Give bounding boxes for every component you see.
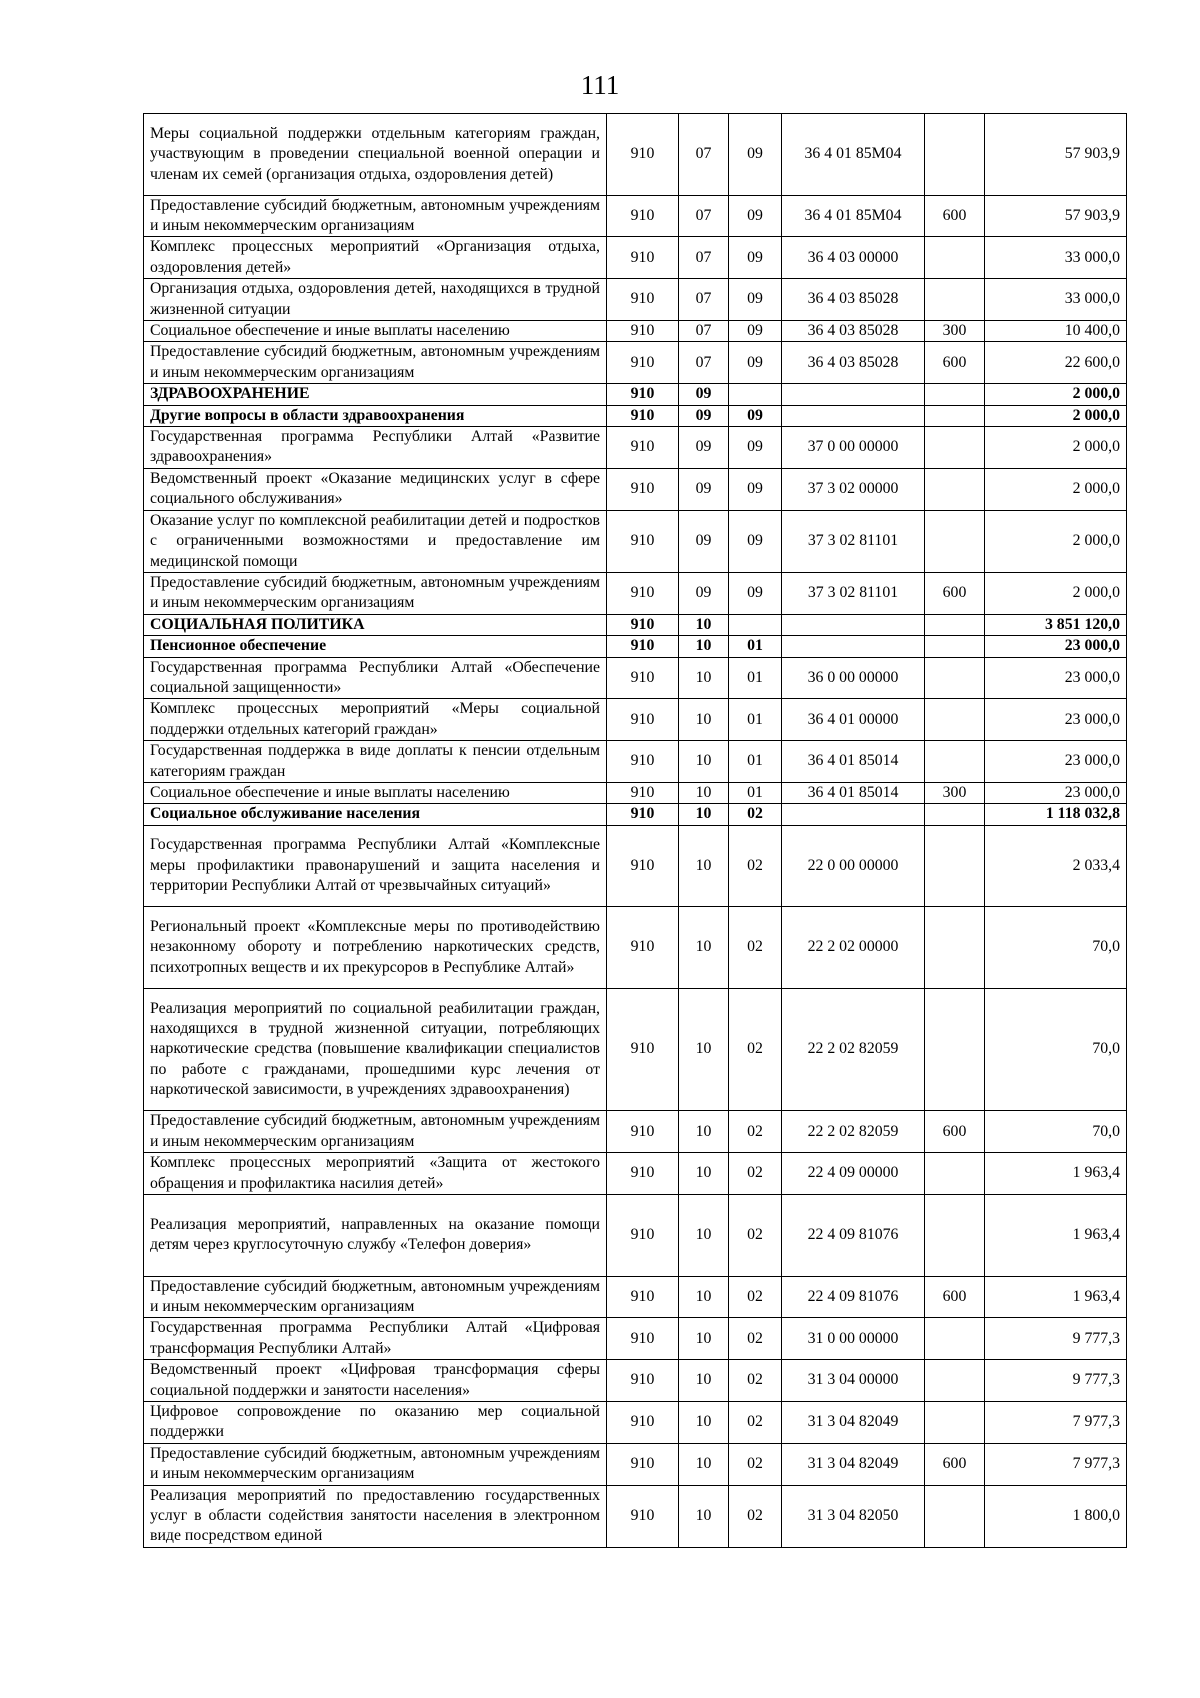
table-row [144, 907, 1127, 989]
row-gr-code: 910 [607, 342, 679, 384]
row-gr-code: 910 [607, 1111, 679, 1153]
budget-table [143, 113, 1127, 1548]
row-csr-code: 37 0 00 00000 [782, 427, 925, 469]
row-vr-code [925, 427, 985, 469]
row-name: Реализация мероприятий по предоставлению государственных услуг в области содействия занятости населения в электронном виде посредством единой [144, 1485, 607, 1547]
row-amount: 23 000,0 [985, 782, 1127, 803]
table-row [144, 614, 1127, 635]
row-rz-code: 07 [679, 321, 729, 342]
row-name: Комплекс процессных мероприятий «Организация отдыха, оздоровления детей» [144, 237, 607, 279]
row-amount: 2 000,0 [985, 468, 1127, 510]
table-row [144, 195, 1127, 237]
row-amount: 1 963,4 [985, 1194, 1127, 1276]
table-row [144, 427, 1127, 469]
row-rz-code: 10 [679, 782, 729, 803]
row-name: Оказание услуг по комплексной реабилитации детей и подростков с ограниченными возможностями и предоставление им медицинской помощи [144, 510, 607, 572]
row-csr-code: 22 4 09 81076 [782, 1194, 925, 1276]
row-gr-code: 910 [607, 1194, 679, 1276]
row-vr-code [925, 1153, 985, 1195]
row-gr-code: 910 [607, 572, 679, 614]
page-number: 111 [580, 70, 620, 100]
row-name: Государственная программа Республики Алтай «Развитие здравоохранения» [144, 427, 607, 469]
row-name: Предоставление субсидий бюджетным, автономным учреждениям и иным некоммерческим организациям [144, 1443, 607, 1485]
row-gr-code: 910 [607, 988, 679, 1110]
table-row [144, 1194, 1127, 1276]
row-csr-code: 31 3 04 82050 [782, 1485, 925, 1547]
row-csr-code: 22 2 02 82059 [782, 988, 925, 1110]
row-amount: 2 000,0 [985, 572, 1127, 614]
row-csr-code: 36 4 03 85028 [782, 342, 925, 384]
row-rz-code: 07 [679, 114, 729, 196]
row-vr-code: 600 [925, 1276, 985, 1318]
row-csr-code: 36 4 03 85028 [782, 321, 925, 342]
row-gr-code: 910 [607, 321, 679, 342]
table-row [144, 699, 1127, 741]
table-row [144, 1443, 1127, 1485]
row-rz-code: 09 [679, 572, 729, 614]
row-csr-code: 22 4 09 00000 [782, 1153, 925, 1195]
row-rz-code: 07 [679, 237, 729, 279]
row-csr-code: 36 4 01 00000 [782, 699, 925, 741]
row-name: Предоставление субсидий бюджетным, автономным учреждениям и иным некоммерческим организациям [144, 195, 607, 237]
row-vr-code [925, 988, 985, 1110]
table-row [144, 1485, 1127, 1547]
row-amount: 57 903,9 [985, 114, 1127, 196]
row-pr-code: 02 [729, 1111, 782, 1153]
table-row [144, 405, 1127, 426]
table-row [144, 342, 1127, 384]
row-amount: 9 777,3 [985, 1360, 1127, 1402]
row-rz-code: 10 [679, 699, 729, 741]
row-gr-code: 910 [607, 510, 679, 572]
row-name: Пенсионное обеспечение [144, 636, 607, 657]
table-row [144, 1111, 1127, 1153]
row-rz-code: 10 [679, 614, 729, 635]
row-vr-code: 600 [925, 342, 985, 384]
row-amount: 70,0 [985, 1111, 1127, 1153]
row-pr-code: 09 [729, 321, 782, 342]
row-rz-code: 10 [679, 804, 729, 825]
row-vr-code [925, 1318, 985, 1360]
row-rz-code: 09 [679, 384, 729, 405]
row-vr-code [925, 279, 985, 321]
row-amount: 10 400,0 [985, 321, 1127, 342]
row-csr-code: 22 2 02 82059 [782, 1111, 925, 1153]
row-pr-code: 02 [729, 1194, 782, 1276]
row-vr-code [925, 804, 985, 825]
row-csr-code: 37 3 02 00000 [782, 468, 925, 510]
row-pr-code: 02 [729, 907, 782, 989]
row-name: Предоставление субсидий бюджетным, автономным учреждениям и иным некоммерческим организациям [144, 572, 607, 614]
table-row [144, 468, 1127, 510]
row-amount: 23 000,0 [985, 741, 1127, 783]
row-gr-code: 910 [607, 427, 679, 469]
row-pr-code: 01 [729, 699, 782, 741]
row-gr-code: 910 [607, 636, 679, 657]
row-pr-code: 09 [729, 405, 782, 426]
row-amount: 2 000,0 [985, 510, 1127, 572]
row-rz-code: 10 [679, 1443, 729, 1485]
row-csr-code: 31 3 04 82049 [782, 1402, 925, 1444]
row-csr-code: 31 3 04 00000 [782, 1360, 925, 1402]
row-amount: 23 000,0 [985, 657, 1127, 699]
row-rz-code: 10 [679, 1485, 729, 1547]
row-rz-code: 10 [679, 988, 729, 1110]
row-name: Предоставление субсидий бюджетным, автономным учреждениям и иным некоммерческим организациям [144, 342, 607, 384]
row-name: ЗДРАВООХРАНЕНИЕ [144, 384, 607, 405]
row-csr-code [782, 804, 925, 825]
row-amount: 9 777,3 [985, 1318, 1127, 1360]
row-vr-code: 600 [925, 1111, 985, 1153]
row-gr-code: 910 [607, 782, 679, 803]
row-rz-code: 10 [679, 636, 729, 657]
row-rz-code: 10 [679, 907, 729, 989]
row-vr-code: 600 [925, 1443, 985, 1485]
row-pr-code: 09 [729, 114, 782, 196]
row-gr-code: 910 [607, 1443, 679, 1485]
row-pr-code: 02 [729, 1318, 782, 1360]
row-vr-code: 300 [925, 321, 985, 342]
row-csr-code: 31 0 00 00000 [782, 1318, 925, 1360]
table-row [144, 782, 1127, 803]
row-gr-code: 910 [607, 1318, 679, 1360]
row-csr-code: 22 0 00 00000 [782, 825, 925, 907]
row-vr-code [925, 468, 985, 510]
table-row [144, 741, 1127, 783]
table-row [144, 1402, 1127, 1444]
table-row [144, 384, 1127, 405]
row-pr-code: 01 [729, 636, 782, 657]
row-rz-code: 09 [679, 468, 729, 510]
row-pr-code: 09 [729, 572, 782, 614]
table-row [144, 804, 1127, 825]
row-rz-code: 10 [679, 825, 729, 907]
row-vr-code [925, 614, 985, 635]
row-gr-code: 910 [607, 237, 679, 279]
row-name: Предоставление субсидий бюджетным, автономным учреждениям и иным некоммерческим организациям [144, 1276, 607, 1318]
row-pr-code: 02 [729, 1276, 782, 1318]
row-name: Социальное обеспечение и иные выплаты населению [144, 321, 607, 342]
row-gr-code: 910 [607, 405, 679, 426]
row-pr-code: 02 [729, 1153, 782, 1195]
row-name: Государственная программа Республики Алтай «Обеспечение социальной защищенности» [144, 657, 607, 699]
table-row [144, 510, 1127, 572]
row-amount: 2 000,0 [985, 427, 1127, 469]
row-name: Региональный проект «Комплексные меры по противодействию незаконному обороту и потреблению наркотических средств, психотропных веществ и их прекурсоров в Республике Алтай» [144, 907, 607, 989]
row-amount: 33 000,0 [985, 279, 1127, 321]
table-row [144, 825, 1127, 907]
row-csr-code: 22 2 02 00000 [782, 907, 925, 989]
table-row [144, 636, 1127, 657]
row-vr-code: 600 [925, 572, 985, 614]
row-name: Цифровое сопровождение по оказанию мер социальной поддержки [144, 1402, 607, 1444]
row-amount: 22 600,0 [985, 342, 1127, 384]
row-name: Государственная поддержка в виде доплаты к пенсии отдельным категориям граждан [144, 741, 607, 783]
row-gr-code: 910 [607, 907, 679, 989]
row-csr-code: 31 3 04 82049 [782, 1443, 925, 1485]
row-csr-code: 36 4 03 85028 [782, 279, 925, 321]
row-vr-code [925, 741, 985, 783]
row-rz-code: 07 [679, 342, 729, 384]
row-rz-code: 10 [679, 1402, 729, 1444]
row-pr-code: 02 [729, 825, 782, 907]
row-csr-code: 37 3 02 81101 [782, 510, 925, 572]
row-gr-code: 910 [607, 699, 679, 741]
row-amount: 23 000,0 [985, 636, 1127, 657]
row-pr-code: 02 [729, 1485, 782, 1547]
row-gr-code: 910 [607, 1402, 679, 1444]
row-amount: 1 963,4 [985, 1153, 1127, 1195]
row-vr-code [925, 1485, 985, 1547]
table-row [144, 321, 1127, 342]
row-csr-code: 36 4 01 85М04 [782, 195, 925, 237]
budget-table-body [144, 114, 1127, 1548]
row-csr-code [782, 405, 925, 426]
row-pr-code: 02 [729, 804, 782, 825]
row-rz-code: 10 [679, 1276, 729, 1318]
table-row [144, 1360, 1127, 1402]
row-amount: 7 977,3 [985, 1402, 1127, 1444]
row-pr-code: 09 [729, 510, 782, 572]
table-row [144, 572, 1127, 614]
table-row [144, 1153, 1127, 1195]
row-rz-code: 10 [679, 1194, 729, 1276]
row-csr-code: 36 4 01 85014 [782, 782, 925, 803]
row-csr-code: 36 4 03 00000 [782, 237, 925, 279]
row-rz-code: 10 [679, 657, 729, 699]
row-pr-code: 09 [729, 342, 782, 384]
row-csr-code: 22 4 09 81076 [782, 1276, 925, 1318]
row-rz-code: 09 [679, 510, 729, 572]
row-pr-code [729, 384, 782, 405]
row-csr-code [782, 614, 925, 635]
row-name: Ведомственный проект «Оказание медицинских услуг в сфере социального обслуживания» [144, 468, 607, 510]
row-vr-code [925, 1402, 985, 1444]
row-pr-code: 02 [729, 988, 782, 1110]
row-vr-code [925, 636, 985, 657]
row-name: Предоставление субсидий бюджетным, автономным учреждениям и иным некоммерческим организациям [144, 1111, 607, 1153]
row-gr-code: 910 [607, 1485, 679, 1547]
row-name: Ведомственный проект «Цифровая трансформация сферы социальной поддержки и занятости населения» [144, 1360, 607, 1402]
table-row [144, 988, 1127, 1110]
row-rz-code: 09 [679, 405, 729, 426]
row-csr-code: 37 3 02 81101 [782, 572, 925, 614]
row-pr-code: 02 [729, 1402, 782, 1444]
row-vr-code [925, 114, 985, 196]
row-name: Социальное обслуживание населения [144, 804, 607, 825]
row-csr-code: 36 0 00 00000 [782, 657, 925, 699]
row-amount: 70,0 [985, 988, 1127, 1110]
row-rz-code: 10 [679, 1153, 729, 1195]
row-csr-code [782, 636, 925, 657]
row-gr-code: 910 [607, 741, 679, 783]
table-row [144, 237, 1127, 279]
row-vr-code [925, 405, 985, 426]
row-name: Другие вопросы в области здравоохранения [144, 405, 607, 426]
row-csr-code: 36 4 01 85014 [782, 741, 925, 783]
row-rz-code: 10 [679, 1111, 729, 1153]
row-name: Реализация мероприятий, направленных на оказание помощи детям через круглосуточную службу «Телефон доверия» [144, 1194, 607, 1276]
row-amount: 70,0 [985, 907, 1127, 989]
table-row [144, 114, 1127, 196]
row-gr-code: 910 [607, 614, 679, 635]
row-vr-code: 300 [925, 782, 985, 803]
row-gr-code: 910 [607, 804, 679, 825]
row-vr-code [925, 384, 985, 405]
row-gr-code: 910 [607, 195, 679, 237]
row-pr-code: 09 [729, 468, 782, 510]
row-rz-code: 10 [679, 1318, 729, 1360]
row-gr-code: 910 [607, 384, 679, 405]
row-gr-code: 910 [607, 279, 679, 321]
row-pr-code: 01 [729, 741, 782, 783]
row-gr-code: 910 [607, 114, 679, 196]
row-pr-code: 01 [729, 657, 782, 699]
row-pr-code: 02 [729, 1360, 782, 1402]
row-pr-code [729, 614, 782, 635]
row-amount: 57 903,9 [985, 195, 1127, 237]
row-gr-code: 910 [607, 1276, 679, 1318]
row-name: Реализация мероприятий по социальной реабилитации граждан, находящихся в трудной жизненной ситуации, потребляющих наркотические средства (повышение квалификации специалистов по работе с гражданами, прошедшими курс лечения от наркотической зависимости, в учреждениях здравоохранения) [144, 988, 607, 1110]
table-row [144, 1276, 1127, 1318]
table-row [144, 1318, 1127, 1360]
row-vr-code [925, 825, 985, 907]
row-name: СОЦИАЛЬНАЯ ПОЛИТИКА [144, 614, 607, 635]
row-amount: 3 851 120,0 [985, 614, 1127, 635]
row-pr-code: 02 [729, 1443, 782, 1485]
row-name: Социальное обеспечение и иные выплаты населению [144, 782, 607, 803]
row-gr-code: 910 [607, 1360, 679, 1402]
row-amount: 1 118 032,8 [985, 804, 1127, 825]
row-name: Комплекс процессных мероприятий «Меры социальной поддержки отдельных категорий граждан» [144, 699, 607, 741]
row-rz-code: 07 [679, 195, 729, 237]
row-vr-code [925, 699, 985, 741]
row-amount: 7 977,3 [985, 1443, 1127, 1485]
row-pr-code: 09 [729, 427, 782, 469]
row-rz-code: 10 [679, 741, 729, 783]
row-vr-code [925, 510, 985, 572]
row-name: Государственная программа Республики Алтай «Комплексные меры профилактики правонарушений и защита населения и территории Республики Алтай от чрезвычайных ситуаций» [144, 825, 607, 907]
row-vr-code [925, 237, 985, 279]
row-amount: 2 033,4 [985, 825, 1127, 907]
row-gr-code: 910 [607, 468, 679, 510]
row-rz-code: 07 [679, 279, 729, 321]
row-name: Государственная программа Республики Алтай «Цифровая трансформация Республики Алтай» [144, 1318, 607, 1360]
row-gr-code: 910 [607, 825, 679, 907]
row-rz-code: 09 [679, 427, 729, 469]
row-vr-code: 600 [925, 195, 985, 237]
row-name: Комплекс процессных мероприятий «Защита от жестокого обращения и профилактика насилия детей» [144, 1153, 607, 1195]
row-amount: 2 000,0 [985, 405, 1127, 426]
row-amount: 1 800,0 [985, 1485, 1127, 1547]
row-csr-code [782, 384, 925, 405]
row-amount: 1 963,4 [985, 1276, 1127, 1318]
table-row [144, 279, 1127, 321]
row-vr-code [925, 1360, 985, 1402]
row-vr-code [925, 907, 985, 989]
row-pr-code: 01 [729, 782, 782, 803]
row-gr-code: 910 [607, 657, 679, 699]
row-vr-code [925, 1194, 985, 1276]
row-pr-code: 09 [729, 195, 782, 237]
row-vr-code [925, 657, 985, 699]
row-amount: 33 000,0 [985, 237, 1127, 279]
row-csr-code: 36 4 01 85М04 [782, 114, 925, 196]
row-amount: 2 000,0 [985, 384, 1127, 405]
row-name: Организация отдыха, оздоровления детей, находящихся в трудной жизненной ситуации [144, 279, 607, 321]
row-name: Меры социальной поддержки отдельным категориям граждан, участвующим в проведении специальной военной операции и членам их семей (организация отдыха, оздоровления детей) [144, 114, 607, 196]
row-rz-code: 10 [679, 1360, 729, 1402]
row-pr-code: 09 [729, 279, 782, 321]
table-row [144, 657, 1127, 699]
row-pr-code: 09 [729, 237, 782, 279]
row-amount: 23 000,0 [985, 699, 1127, 741]
row-gr-code: 910 [607, 1153, 679, 1195]
